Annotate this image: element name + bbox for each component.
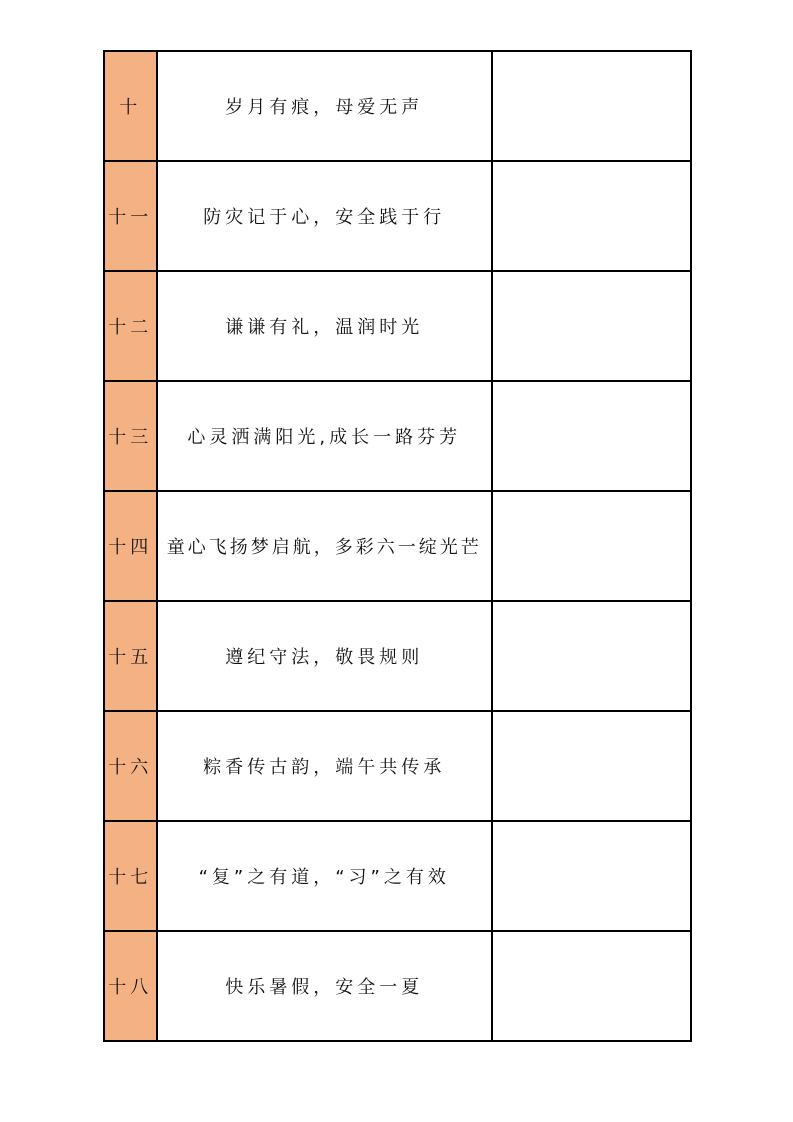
table-row [104,381,691,491]
topic-cell: “复”之有道，“习”之有效 [157,821,492,931]
topic-cell: 快乐暑假，安全一夏 [157,931,492,1041]
empty-note-cell [492,381,691,491]
week-number-cell: 十三 [104,381,157,491]
week-number-cell: 十七 [104,821,157,931]
topic-cell: 童心飞扬梦启航，多彩六一绽光芒 [157,491,492,601]
empty-note-cell [492,51,691,161]
table-row [104,271,691,381]
week-number-cell: 十五 [104,601,157,711]
table-row [104,711,691,821]
empty-note-cell [492,271,691,381]
week-number-cell: 十二 [104,271,157,381]
schedule-table [103,50,692,1042]
topic-cell: 粽香传古韵，端午共传承 [157,711,492,821]
table-row [104,601,691,711]
empty-note-cell [492,711,691,821]
empty-note-cell [492,821,691,931]
week-number-cell: 十四 [104,491,157,601]
week-number-cell: 十八 [104,931,157,1041]
week-number-cell: 十六 [104,711,157,821]
table-row [104,931,691,1041]
empty-note-cell [492,491,691,601]
week-number-cell: 十一 [104,161,157,271]
table-row [104,821,691,931]
topic-cell: 防灾记于心，安全践于行 [157,161,492,271]
topic-cell: 心灵洒满阳光,成长一路芬芳 [157,381,492,491]
schedule-table-body [104,51,691,1041]
empty-note-cell [492,161,691,271]
table-row [104,51,691,161]
week-number-cell: 十 [104,51,157,161]
topic-cell: 遵纪守法，敬畏规则 [157,601,492,711]
table-row [104,491,691,601]
topic-cell: 谦谦有礼，温润时光 [157,271,492,381]
empty-note-cell [492,601,691,711]
table-row [104,161,691,271]
empty-note-cell [492,931,691,1041]
topic-cell: 岁月有痕，母爱无声 [157,51,492,161]
